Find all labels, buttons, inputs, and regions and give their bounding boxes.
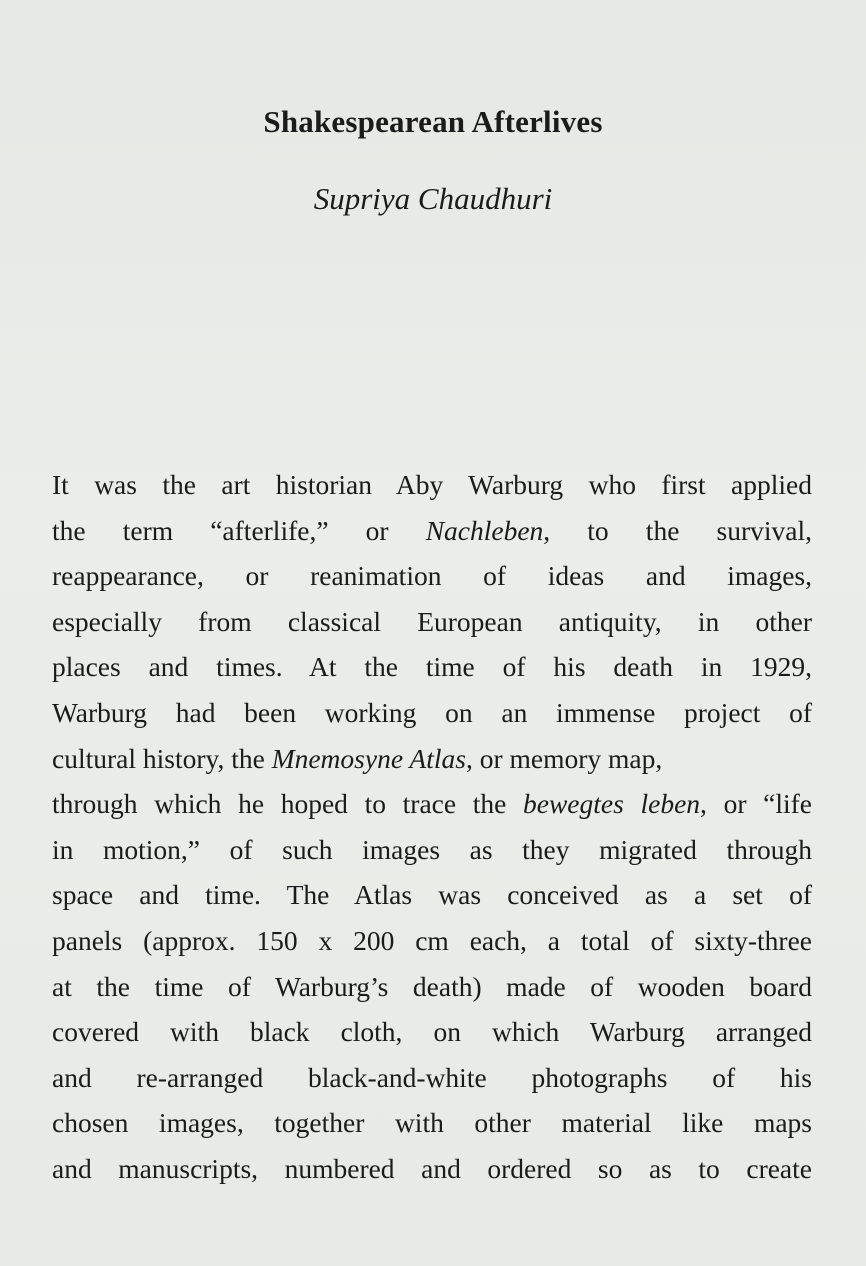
text-line: panels (approx. 150 x 200 cm each, a total of sixty-three [52, 924, 812, 956]
text-line: It was the art historian Aby Warburg who first applied [52, 469, 812, 500]
text-line: Warburg had been working on an immense project of [52, 696, 812, 728]
text-line: reappearance, or reanimation of ideas and images, [52, 560, 812, 592]
text-line: in motion,” of such images as they migrated through [52, 833, 812, 865]
text-line: and re-arranged black-and-white photographs of his [52, 1061, 812, 1093]
text-line: places and times. At the time of his death in 1929, [52, 651, 812, 683]
text-line: chosen images, together with other material like maps [52, 1107, 812, 1139]
text-line: the term “afterlife,” or Nachleben, to the survival, [52, 514, 812, 546]
author-name: Supriya Chaudhuri [313, 181, 553, 216]
text-line: space and time. The Atlas was conceived as a set of [52, 879, 812, 911]
essay-title: Shakespearean Afterlives [263, 104, 603, 139]
body-paragraph [52, 462, 812, 1192]
text-line: at the time of Warburg’s death) made of wooden board [52, 970, 812, 1002]
text-line: and manuscripts, numbered and ordered so as to create [52, 1152, 812, 1184]
text-line: covered with black cloth, on which Warburg arranged [52, 1016, 812, 1048]
text-line: cultural history, the Mnemosyne Atlas, or memory map, [52, 742, 663, 774]
text-line: especially from classical European antiquity, in other [52, 605, 812, 637]
text-line: through which he hoped to trace the bewegtes leben, or “life [52, 788, 812, 820]
